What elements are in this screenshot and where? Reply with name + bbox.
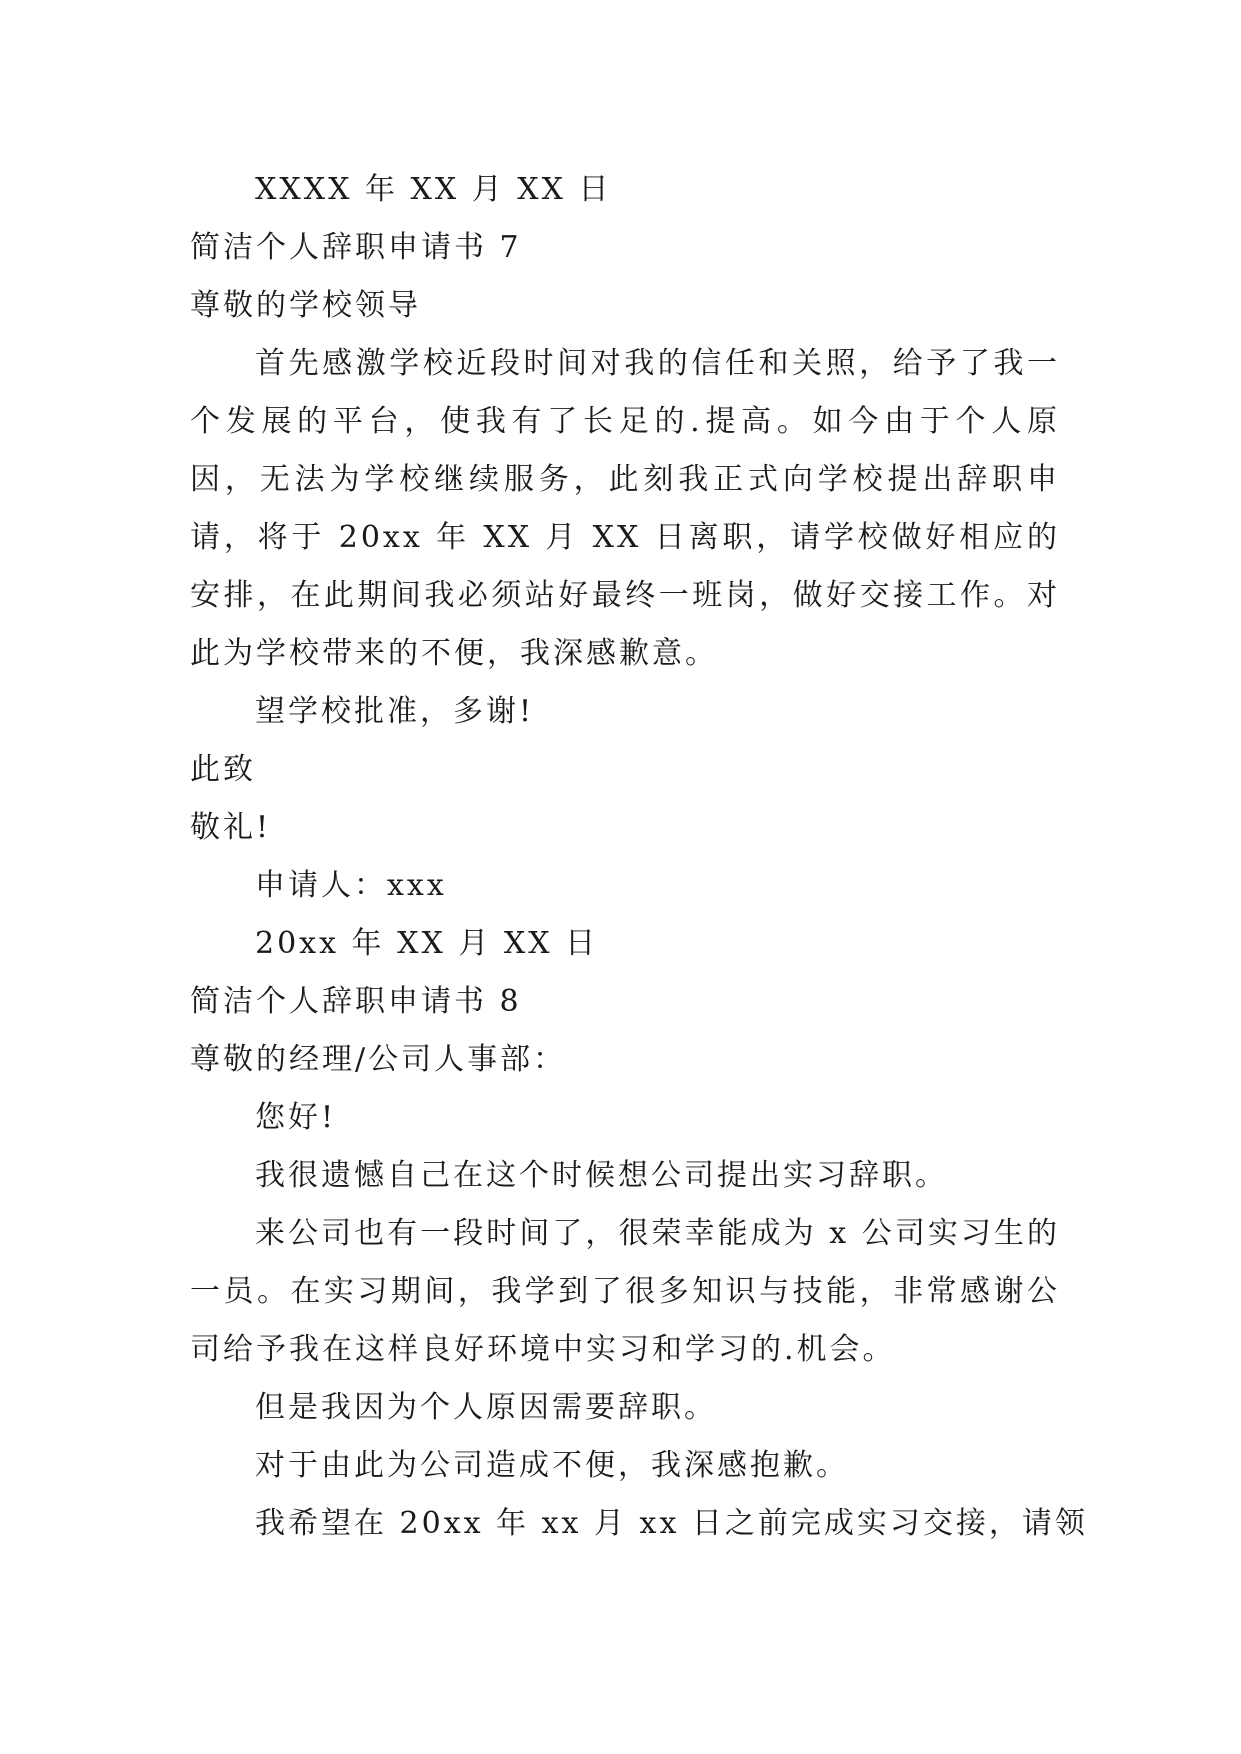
body-paragraph-5: 但是我因为个人原因需要辞职。 bbox=[255, 1390, 717, 1425]
body-paragraph-2: 望学校批准，多谢! bbox=[255, 694, 535, 729]
body-paragraph-4: 来公司也有一段时间了，很荣幸能成为 x 公司实习生的一员。在实习期间，我学到了很多知识与技能，非常感谢公司给予我在这样良好环境中实习和学习的.机会。 bbox=[190, 1216, 1060, 1367]
greeting: 您好! bbox=[255, 1100, 337, 1135]
closing-line-1: 此致 bbox=[190, 752, 256, 787]
applicant-line: 申请人：xxx bbox=[255, 868, 447, 903]
letter-title-8: 简洁个人辞职申请书 8 bbox=[190, 984, 522, 1019]
body-paragraph-7: 我希望在 20xx 年 xx 月 xx 日之前完成实习交接，请领 bbox=[255, 1506, 1088, 1541]
letter-title-7: 简洁个人辞职申请书 7 bbox=[190, 230, 522, 265]
document-body bbox=[190, 161, 1088, 1553]
closing-line-2: 敬礼! bbox=[190, 810, 272, 845]
body-paragraph-3: 我很遗憾自己在这个时候想公司提出实习辞职。 bbox=[255, 1158, 948, 1193]
salutation-company: 尊敬的经理/公司人事部： bbox=[190, 1042, 567, 1077]
body-paragraph-6: 对于由此为公司造成不便，我深感抱歉。 bbox=[255, 1448, 849, 1483]
date-line: XXXX 年 XX 月 XX 日 bbox=[255, 172, 612, 207]
date-line-2: 20xx 年 XX 月 XX 日 bbox=[255, 926, 599, 961]
body-paragraph-1: 首先感激学校近段时间对我的信任和关照，给予了我一个发展的平台，使我有了长足的.提高。如今由于个人原因，无法为学校继续服务，此刻我正式向学校提出辞职申请，将于 20xx 年 XX 月 XX 日离职，请学校做好相应的安排，在此期间我必须站好最终一班岗，做好交接工作。对此为学校带来的不便，我深感歉意。 bbox=[190, 346, 1060, 671]
salutation-school: 尊敬的学校领导 bbox=[190, 288, 421, 323]
